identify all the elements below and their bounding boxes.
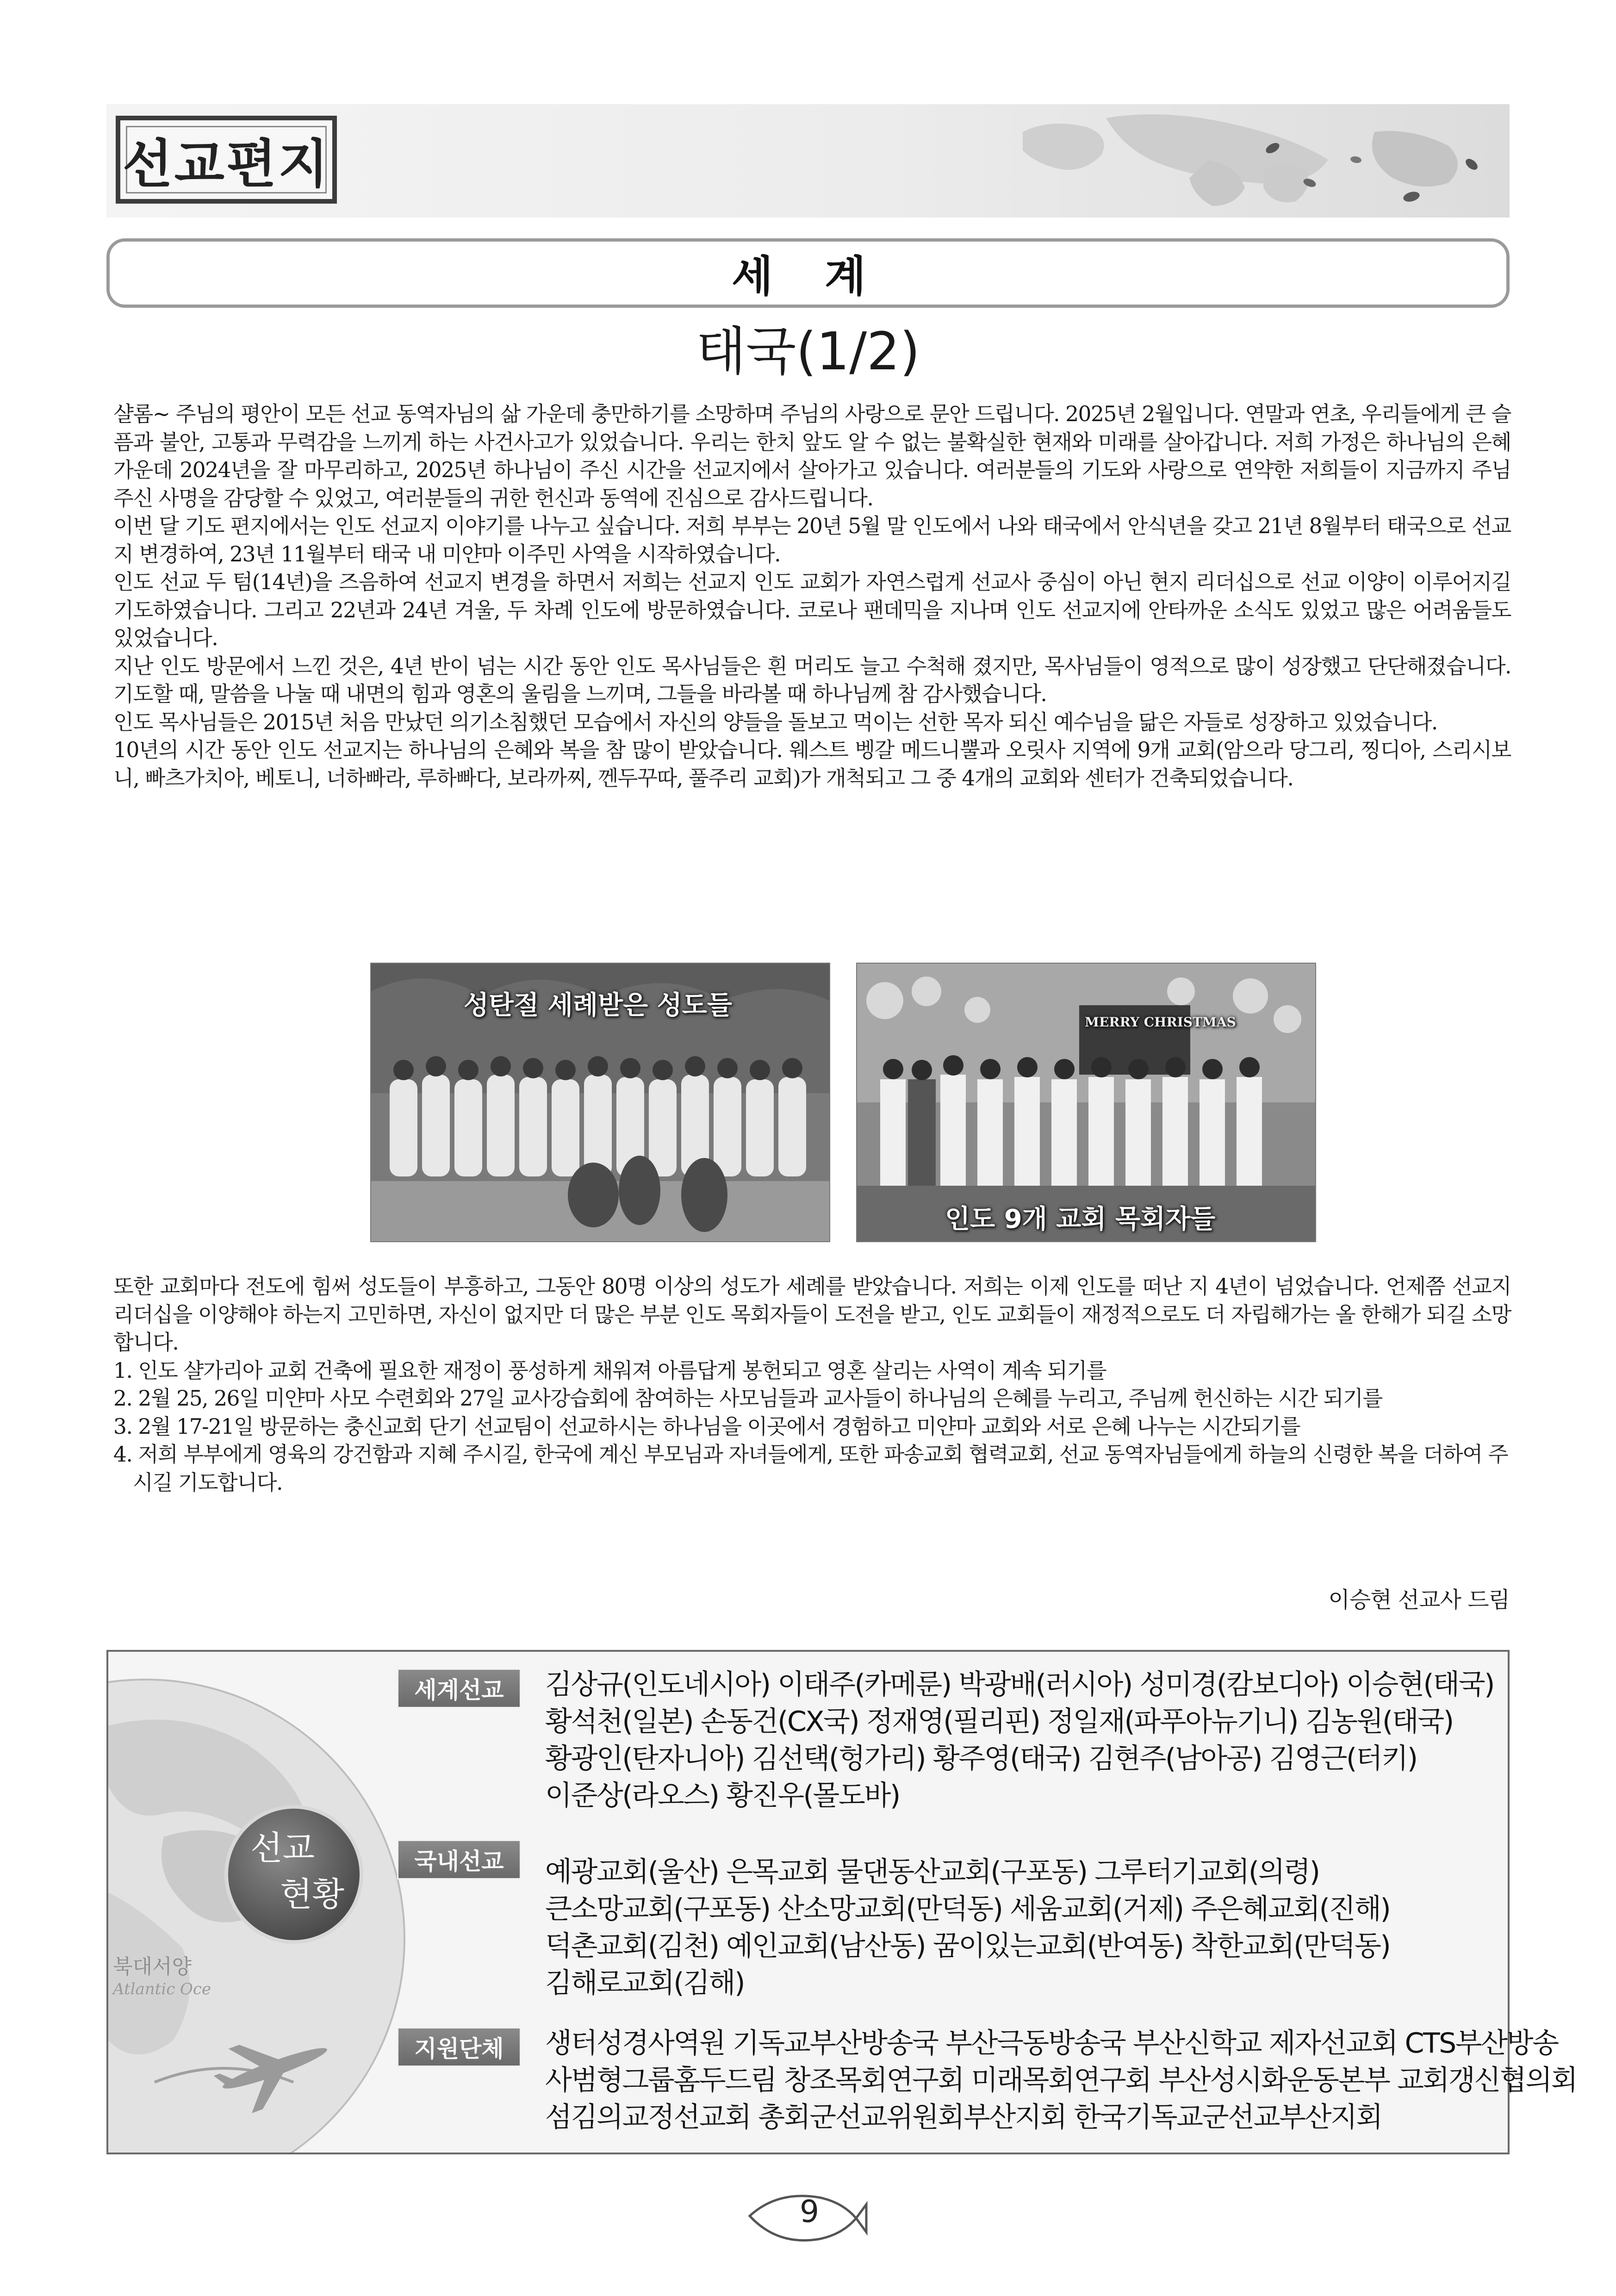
- photo-pastors: [856, 963, 1316, 1242]
- prayer-item: 3. 2월 17-21일 방문하는 충신교회 단기 선교팀이 선교하시는 하나님을 이곳에서 경험하고 미얀마 교회와 서로 은혜 나누는 시간되기를: [113, 1414, 1300, 1439]
- prayer-item: 4. 저희 부부에게 영육의 강건함과 지혜 주시길, 한국에 계신 부모님과 자녀들에게, 또한 파송교회 협력교회, 선교 동역자님들에게 하늘의 신령한 복을 더하여 주시길 기도합니다.: [113, 1442, 1508, 1495]
- body-paragraph: 지난 인도 방문에서 느낀 것은, 4년 반이 넘는 시간 동안 인도 목사님들은 흰 머리도 늘고 수척해 졌지만, 목사님들이 영적으로 많이 성장했고 단단해졌습니다. 기도할 때, 말씀을 나눌 때 내면의 힘과 영혼의 울림을 느끼며, 그들을 바라볼 때 하나님께 참 감사했습니다.: [113, 653, 1511, 706]
- badge-text: 현황: [280, 1875, 345, 1914]
- signature: 이승현 선교사 드림: [1328, 1587, 1510, 1613]
- list-line: 황광인(탄자니아) 김선택(헝가리) 황주영(태국) 김현주(남아공) 김영근(터키): [545, 1742, 1417, 1775]
- list-line: 큰소망교회(구포동) 산소망교회(만덕동) 세움교회(거제) 주은혜교회(진해): [545, 1893, 1390, 1925]
- list-line: 황석천(일본) 손동건(CX국) 정재영(필리핀) 정일재(파푸아뉴기니) 김농원(태국): [545, 1705, 1453, 1738]
- list-line: 섬김의교정선교회 총회군선교위원회부산지회 한국기독교군선교부산지회: [545, 2101, 1382, 2134]
- photo-banner-text: MERRY CHRISTMAS: [1085, 1014, 1236, 1030]
- title-box: [106, 238, 1510, 308]
- list-line: 이준상(라오스) 황진우(몰도바): [545, 1780, 900, 1812]
- photo-baptism: [370, 963, 830, 1242]
- svg-text:Atlantic Oce: Atlantic Oce: [113, 1980, 211, 1998]
- mission-status-badge: [224, 1805, 363, 1944]
- list-line: 덕촌교회(김천) 예인교회(남산동) 꿈이있는교회(반여동) 착한교회(만덕동): [545, 1930, 1390, 1962]
- section-label: [116, 116, 337, 204]
- list-line: 김해로교회(김해): [545, 1967, 745, 1999]
- svg-text:북대서양: 북대서양: [113, 1955, 192, 1979]
- section-label-text: 선교편지: [122, 134, 330, 194]
- list-line: 사범형그룹홈두드림 창조목회연구회 미래목회연구회 부산성시화운동본부 교회갱신협의회: [545, 2064, 1577, 2097]
- category-label-support: 지원단체: [397, 2027, 521, 2067]
- list-line: 김상규(인도네시아) 이태주(카메룬) 박광배(러시아) 성미경(캄보디아) 이승현(태국): [545, 1668, 1494, 1701]
- page-subtitle: 태국(1/2): [696, 322, 920, 382]
- prayer-section: [113, 1273, 1511, 1497]
- photo-caption: 성탄절 세례받은 성도들: [464, 990, 732, 1020]
- body-paragraph: 샬롬~ 주님의 평안이 모든 선교 동역자님의 삶 가운데 충만하기를 소망하며 주님의 사랑으로 문안 드립니다. 2025년 2월입니다. 연말과 연초, 우리들에게 큰 슬픔과 불안, 고통과 무력감을 느끼게 하는 사건사고가 있었습니다. 우리는 한치 앞도 알 수 없는 불확실한 현재와 미래를 살아갑니다. 저희 가정은 하나님의 은혜 가운데 2024년을 잘 마무리하고, 2025년 하나님이 주신 시간을 선교지에서 살아가고 있습니다. 여러분들의 기도와 사랑으로 연약한 저희들이 지금까지 주님 주신 사명을 감당할 수 있었고, 여러분들의 귀한 헌신과 동역에 진심으로 감사드립니다.: [113, 402, 1511, 510]
- category-list-domestic: [545, 1854, 1503, 2002]
- list-line: 생터성경사역원 기독교부산방송국 부산극동방송국 부산신학교 제자선교회 CTS부산방송: [545, 2027, 1558, 2060]
- page-number-badge: [745, 2188, 871, 2244]
- body-paragraph: 인도 선교 두 텀(14년)을 즈음하여 선교지 변경을 하면서 저희는 선교지 인도 교회가 자연스럽게 선교사 중심이 아닌 현지 리더십으로 선교 이양이 이루어지길 기도하였습니다. 그리고 22년과 24년 겨울, 두 차례 인도에 방문하였습니다. 코로나 팬데믹을 지나며 인도 선교지에 안타까운 소식도 있었고 많은 어려움들도 있었습니다.: [113, 570, 1511, 650]
- body-paragraph: 10년의 시간 동안 인도 선교지는 하나님의 은혜와 복을 참 많이 받았습니다. 웨스트 벵갈 메드니뿔과 오릿사 지역에 9개 교회(암으라 당그리, 찡디아, 스리시보니, 빠츠가치아, 베토니, 너하빠라, 루하빠다, 보라까찌, 껜두꾸따, 풀주리 교회)가 개척되고 그 중 4개의 교회와 센터가 건축되었습니다.: [113, 738, 1511, 790]
- photo-caption: 인도 9개 교회 목회자들: [945, 1204, 1216, 1234]
- badge-text: 선교: [250, 1829, 315, 1867]
- body-paragraph: 이번 달 기도 편지에서는 인도 선교지 이야기를 나누고 싶습니다. 저희 부부는 20년 5월 말 인도에서 나와 태국에서 안식년을 갖고 21년 8월부터 태국으로 선교지 변경하여, 23년 11월부터 태국 내 미얀마 이주민 사역을 시작하였습니다.: [113, 514, 1511, 566]
- prayer-item: 1. 인도 샬가리아 교회 건축에 필요한 재정이 풍성하게 채워져 아름답게 봉헌되고 영혼 살리는 사역이 계속 되기를: [113, 1358, 1106, 1383]
- page-number: 9: [800, 2194, 819, 2229]
- category-list-support: [545, 2025, 1577, 2136]
- page-title: 세 계: [732, 252, 884, 301]
- body-paragraph: 또한 교회마다 전도에 힘써 성도들이 부흥하고, 그동안 80명 이상의 성도가 세례를 받았습니다. 저희는 이제 인도를 떠난 지 4년이 넘었습니다. 언제쯤 선교지 리더십을 이양해야 하는지 고민하면, 자신이 없지만 더 많은 부분 인도 목회자들이 도전을 받고, 인도 교회들이 재정적으로도 더 자립해가는 올 한해가 되길 소망합니다.: [113, 1274, 1511, 1355]
- body-paragraph: 인도 목사님들은 2015년 처음 만났던 의기소침했던 모습에서 자신의 양들을 돌보고 먹이는 선한 목자 되신 예수님을 닮은 자들로 성장하고 있었습니다.: [113, 709, 1437, 734]
- letter-body: [113, 400, 1511, 792]
- category-list-world: [545, 1666, 1503, 1814]
- category-label-domestic: 국내선교: [397, 1840, 521, 1879]
- category-label-world: 세계선교: [397, 1668, 521, 1708]
- prayer-item: 2. 2월 25, 26일 미얀마 사모 수련회와 27일 교사강습회에 참여하는 사모님들과 교사들이 하나님의 은혜를 누리고, 주님께 헌신하는 시간 되기를: [113, 1386, 1382, 1411]
- list-line: 예광교회(울산) 은목교회 물댄동산교회(구포동) 그루터기교회(의령): [545, 1856, 1319, 1888]
